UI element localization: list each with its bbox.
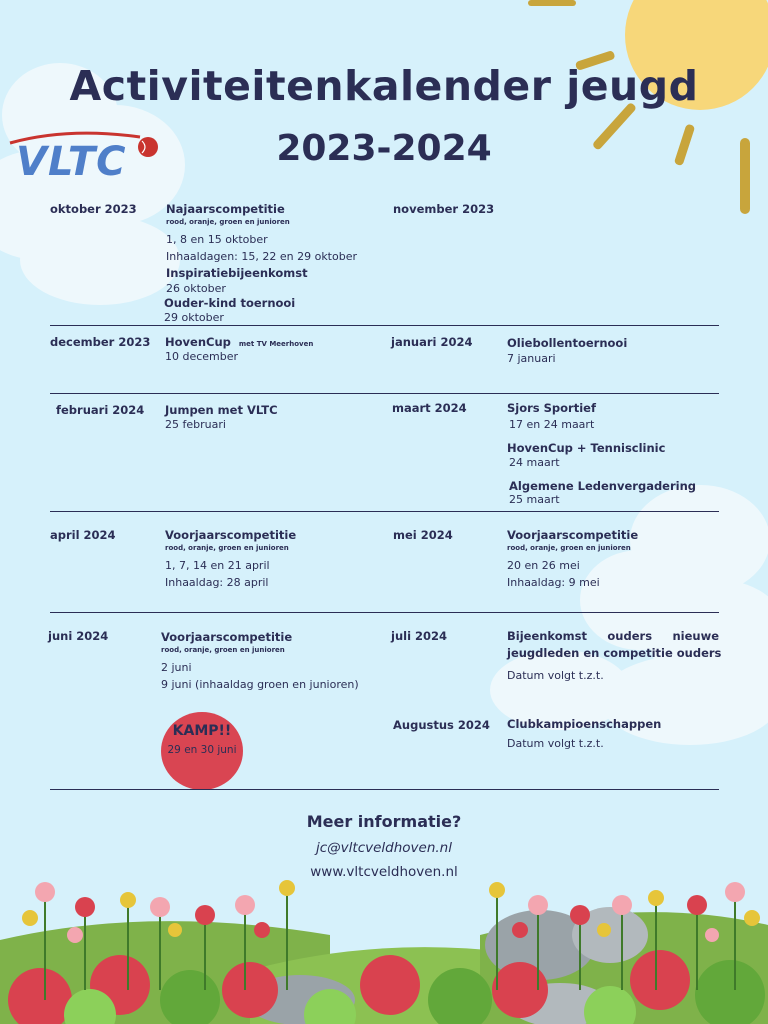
- event-name: Jumpen met VLTC: [165, 403, 278, 417]
- event-name: Voorjaarscompetitie: [507, 528, 639, 542]
- kamp-title: KAMP!!: [172, 723, 232, 739]
- footer-title: Meer informatie?: [306, 812, 462, 831]
- landscape-icon: [0, 880, 768, 1024]
- event-name: Voorjaarscompetitie: [165, 528, 297, 542]
- event-date: 7 januari: [507, 352, 556, 365]
- divider: [50, 612, 719, 613]
- event-note: rood, oranje, groen en junioren: [166, 218, 290, 226]
- event-name: jeugdleden en competitie ouders: [507, 646, 722, 660]
- month-januari: januari 2024: [391, 335, 473, 349]
- event-date: 10 december: [165, 350, 239, 363]
- event-date: 9 juni (inhaaldag groen en junioren): [161, 678, 359, 691]
- kamp-badge: [161, 712, 243, 790]
- cloud-right-icon: [490, 485, 768, 745]
- event-date: 1, 7, 14 en 21 april: [165, 559, 270, 572]
- page-title: Activiteitenkalender jeugd: [69, 62, 699, 110]
- event-name: Algemene Ledenvergadering: [509, 479, 697, 493]
- month-oktober: oktober 2023: [50, 202, 137, 216]
- event-date: Inhaaldag: 9 mei: [507, 576, 600, 589]
- month-juli: juli 2024: [391, 629, 448, 643]
- event-date: 25 februari: [165, 418, 226, 431]
- event-date: 29 oktober: [164, 311, 224, 324]
- event-note: met TV Meerhoven: [238, 340, 314, 348]
- event-name: HovenCup + Tennisclinic: [507, 441, 666, 455]
- month-juni: juni 2024: [48, 629, 109, 643]
- month-april: april 2024: [50, 528, 116, 542]
- month-november: november 2023: [393, 202, 495, 216]
- event-name: Voorjaarscompetitie: [161, 630, 293, 644]
- event-name: Inspiratiebijeenkomst: [166, 266, 308, 280]
- event-date: 1, 8 en 15 oktober: [166, 233, 268, 246]
- event-date: Datum volgt t.z.t.: [507, 669, 604, 682]
- event-date: Inhaaldagen: 15, 22 en 29 oktober: [166, 250, 358, 263]
- event-date: 2 juni: [161, 661, 192, 674]
- month-maart: maart 2024: [392, 401, 467, 415]
- event-name: Sjors Sportief: [507, 401, 596, 415]
- event-note: rood, oranje, groen en junioren: [161, 646, 285, 654]
- event-name: Clubkampioenschappen: [507, 717, 662, 731]
- website-link[interactable]: www.vltcveldhoven.nl: [310, 864, 458, 880]
- email-link[interactable]: jc@vltcveldhoven.nl: [315, 840, 452, 856]
- month-augustus: Augustus 2024: [393, 718, 490, 732]
- event-date: Inhaaldag: 28 april: [165, 576, 269, 589]
- event-note: rood, oranje, groen en junioren: [507, 544, 631, 552]
- event-note: rood, oranje, groen en junioren: [165, 544, 289, 552]
- event-title: HovenCup: [165, 335, 231, 349]
- month-februari: februari 2024: [56, 403, 145, 417]
- event-date: 20 en 26 mei: [507, 559, 580, 572]
- month-december: december 2023: [50, 335, 151, 349]
- event-date: 25 maart: [509, 493, 560, 506]
- event-name: Oliebollentoernooi: [507, 336, 628, 350]
- event-date: 24 maart: [509, 456, 560, 469]
- event-name: Bijeenkomst ouders nieuwe: [507, 629, 719, 643]
- event-date: Datum volgt t.z.t.: [507, 737, 604, 750]
- kamp-dates: 29 en 30 juni: [167, 744, 237, 756]
- divider: [50, 511, 719, 512]
- page-subtitle: 2023-2024: [276, 128, 492, 169]
- divider: [50, 789, 719, 790]
- logo-text: VLTC: [16, 139, 127, 185]
- divider: [50, 325, 719, 326]
- divider: [50, 393, 719, 394]
- event-name: [165, 335, 313, 349]
- event-date: 17 en 24 maart: [509, 418, 595, 431]
- event-date: 26 oktober: [166, 282, 226, 295]
- event-name: Ouder-kind toernooi: [164, 296, 296, 310]
- month-mei: mei 2024: [393, 528, 453, 542]
- event-name: Najaarscompetitie: [166, 202, 285, 216]
